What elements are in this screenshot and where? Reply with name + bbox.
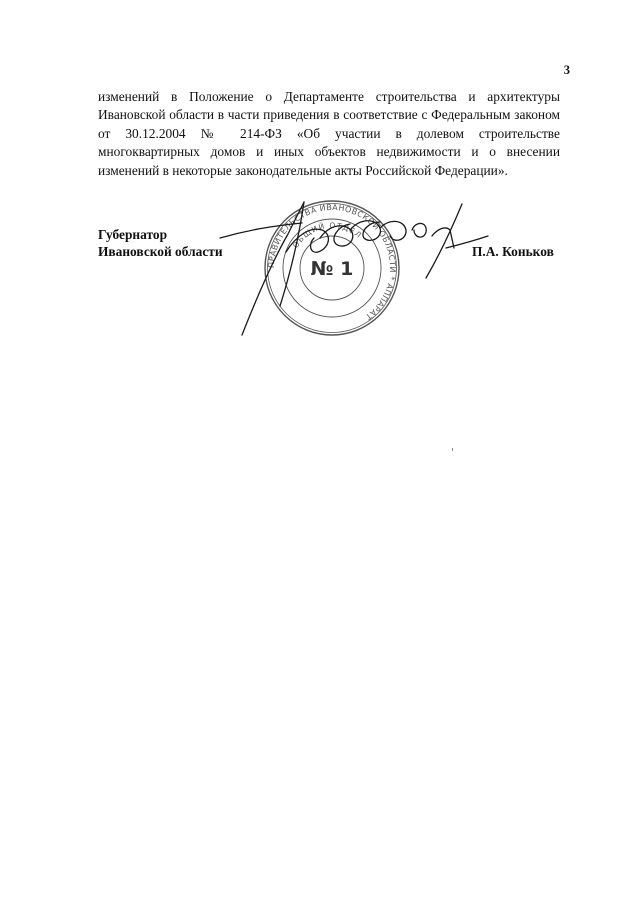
- signatory-title-line-1: Губернатор: [98, 227, 168, 242]
- seal-outer-text: ПРАВИТЕЛЬСТВА ИВАНОВСКОЙ ОБЛАСТИ * АППАРАТ: [266, 202, 398, 322]
- handwritten-signature: [200, 190, 490, 350]
- page-number: 3: [563, 63, 570, 77]
- body-paragraph: изменений в Положение о Департаменте строительства и архитектуры Ивановской области в части приведения в соответствие с Федеральным законом от 30.12.2004 № 214-ФЗ «Об участии в долевом строительстве многоквартирных домов и иных объектов недвижимости и о внесении изменений в некоторые законодательные акты Российской Федерации».: [98, 89, 560, 178]
- seal-number: № 1: [310, 258, 354, 280]
- seal-inner-text: ОБЩИЙ ОТДЕЛ: [291, 220, 364, 250]
- signatory-name: П.А. Коньков: [472, 244, 554, 259]
- signatory-title-line-2: Ивановской области: [98, 244, 223, 259]
- scan-speck: [452, 448, 453, 451]
